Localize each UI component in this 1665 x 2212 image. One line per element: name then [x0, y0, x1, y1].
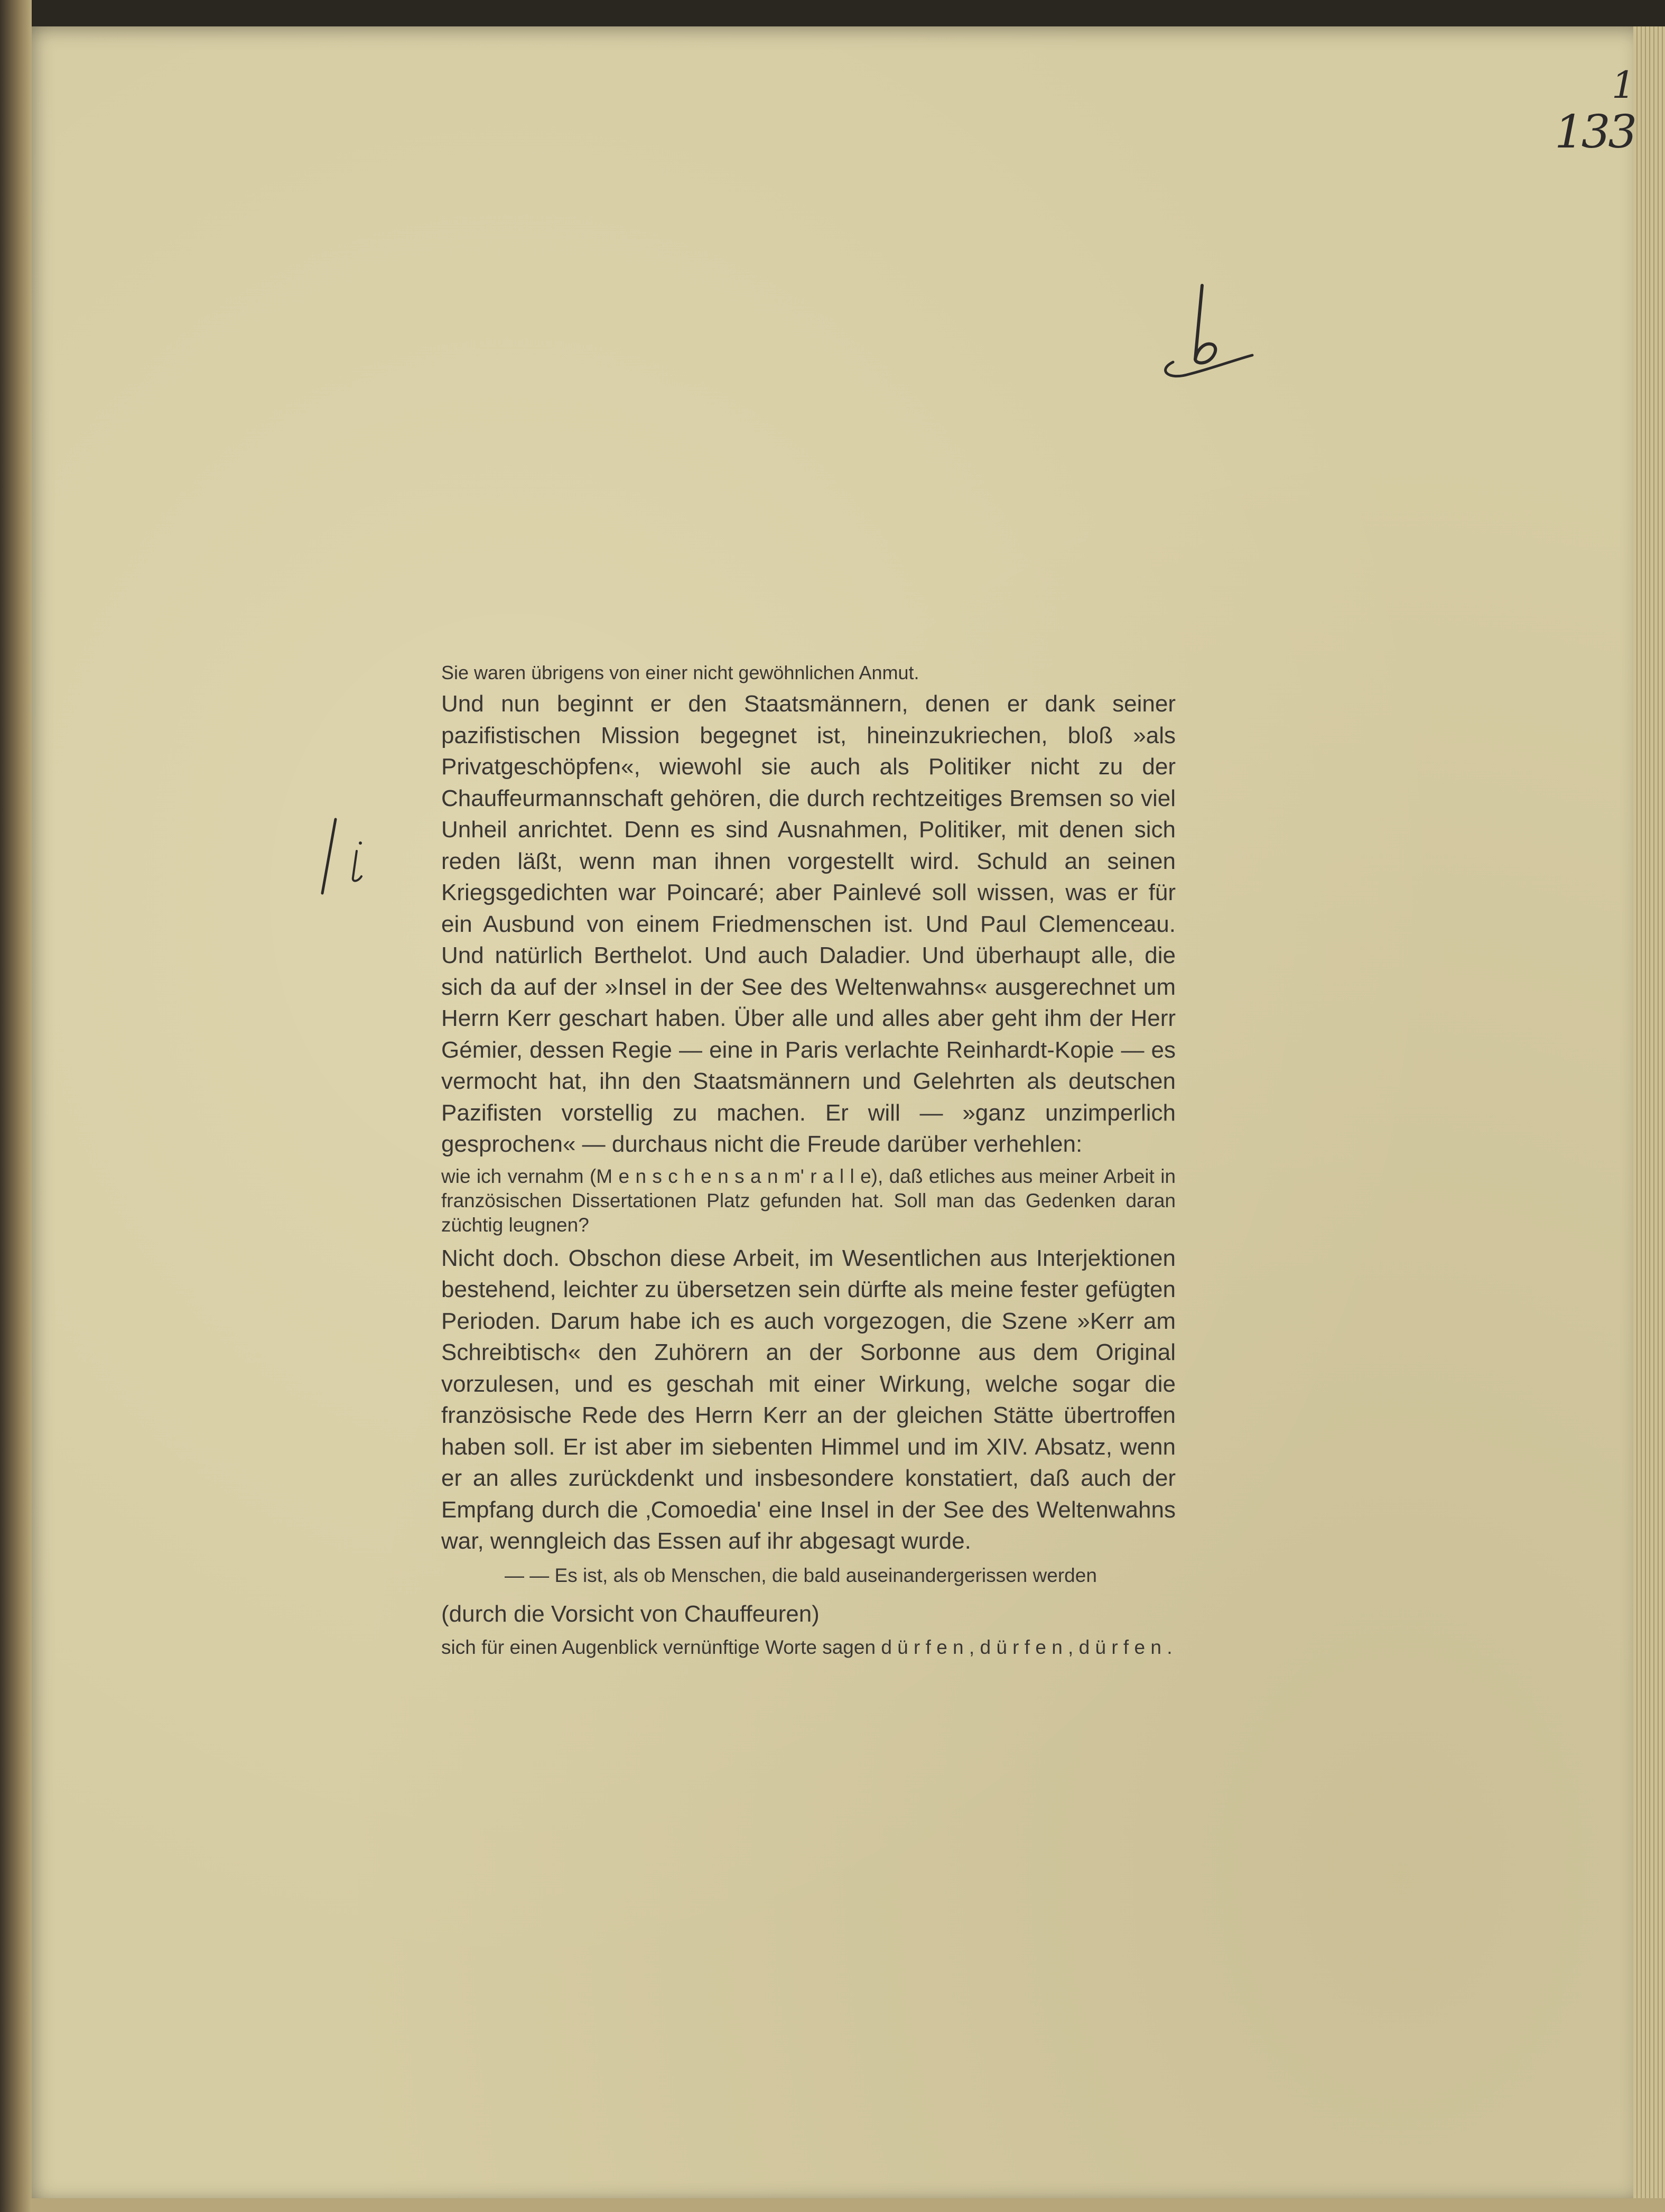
book-binding: [0, 0, 32, 2212]
margin-note-text: /i: [317, 814, 318, 815]
verse-line-3: sich für einen Augenblick vernünftige Worte sagen d ü r f e n , d ü r f e n , d ü r f e n .: [441, 1636, 1173, 1658]
main-text-column: [441, 661, 1176, 1660]
verse-line-2: (durch die Vorsicht von Chauffeuren): [441, 1600, 820, 1627]
paragraph-1: Und nun beginnt er den Staatsmännern, denen er dank seiner pazifistischen Mission begegnet ist, hineinzukriechen, bloß »als Privatgeschöpfen«, wiewohl sie auch als Politiker nicht zu der Chauffeurmannschaft gehören, die durch rechtzeitiges Bremsen so viel Unheil anrichtet. Denn es sind Ausnahmen, Politiker, mit denen sich reden läßt, wenn man ihnen vorgestellt wird. Schuld an seinen Kriegsgedichten war Poincaré; aber Painlevé soll wissen, was er für ein Ausbund von einem Friedmenschen ist. Und Paul Clemenceau. Und natürlich Berthelot. Und auch Daladier. Und überhaupt alle, die sich da auf der »Insel in der See des Weltenwahns« ausgerechnet um Herrn Kerr geschart haben. Über alle und alles aber geht ihm der Herr Gémier, dessen Regie — eine in Paris verlachte Reinhardt-Kopie — es vermocht hat, ihn den Staatsmännern und Gelehrten als deutschen Pazifisten vorstellig zu machen. Er will — »ganz unzimperlich gesprochen« — durchaus nicht die Freude darüber verhehlen:: [441, 691, 1176, 1157]
page-edges: [1633, 26, 1665, 2212]
verse-line-1-text: — — Es ist, als ob Menschen, die bald auseinandergerissen werden: [505, 1564, 1097, 1586]
folio-corner-mark: 1: [1612, 63, 1635, 107]
verse-line-1: [441, 1563, 1176, 1588]
margin-pencil-note: [317, 814, 386, 899]
lead-line: Sie waren übrigens von einer nicht gewöhnlichen Anmut.: [441, 662, 919, 683]
bottom-page-edge: [32, 2198, 1665, 2212]
handwritten-letter: b: [1205, 348, 1206, 349]
folio-number: 133: [1555, 106, 1635, 159]
paragraph-2: Nicht doch. Obschon diese Arbeit, im Wesentlichen aus Interjektionen bestehend, leichter zu übersetzen sein dürfte als meine fester gefügten Perioden. Darum habe ich es auch vorgezogen, die Szene »Kerr am Schreibtisch« den Zuhörern an der Sorbonne aus dem Original vorzulesen, und es geschah mit einer Wirkung, welche sogar die französische Rede des Herrn Kerr an der gleichen Stätte übertroffen haben soll. Er ist aber im siebenten Himmel und im XIV. Absatz, wenn er an alles zurückdenkt und insbesondere konstatiert, daß auch der Empfang durch die ‚Comoedia' eine Insel in der See des Weltenwahns war, wenngleich das Essen auf ihr abgesagt wurde.: [441, 1245, 1176, 1554]
handwritten-b-mark: [1152, 280, 1258, 391]
block-quote: wie ich vernahm (M e n s c h e n s a n m' r a l l e), daß etliches aus meiner Arbeit in französischen Dissertationen Platz gefunden hat. Soll man das Gedenken daran züchtig leugnen?: [441, 1165, 1176, 1236]
